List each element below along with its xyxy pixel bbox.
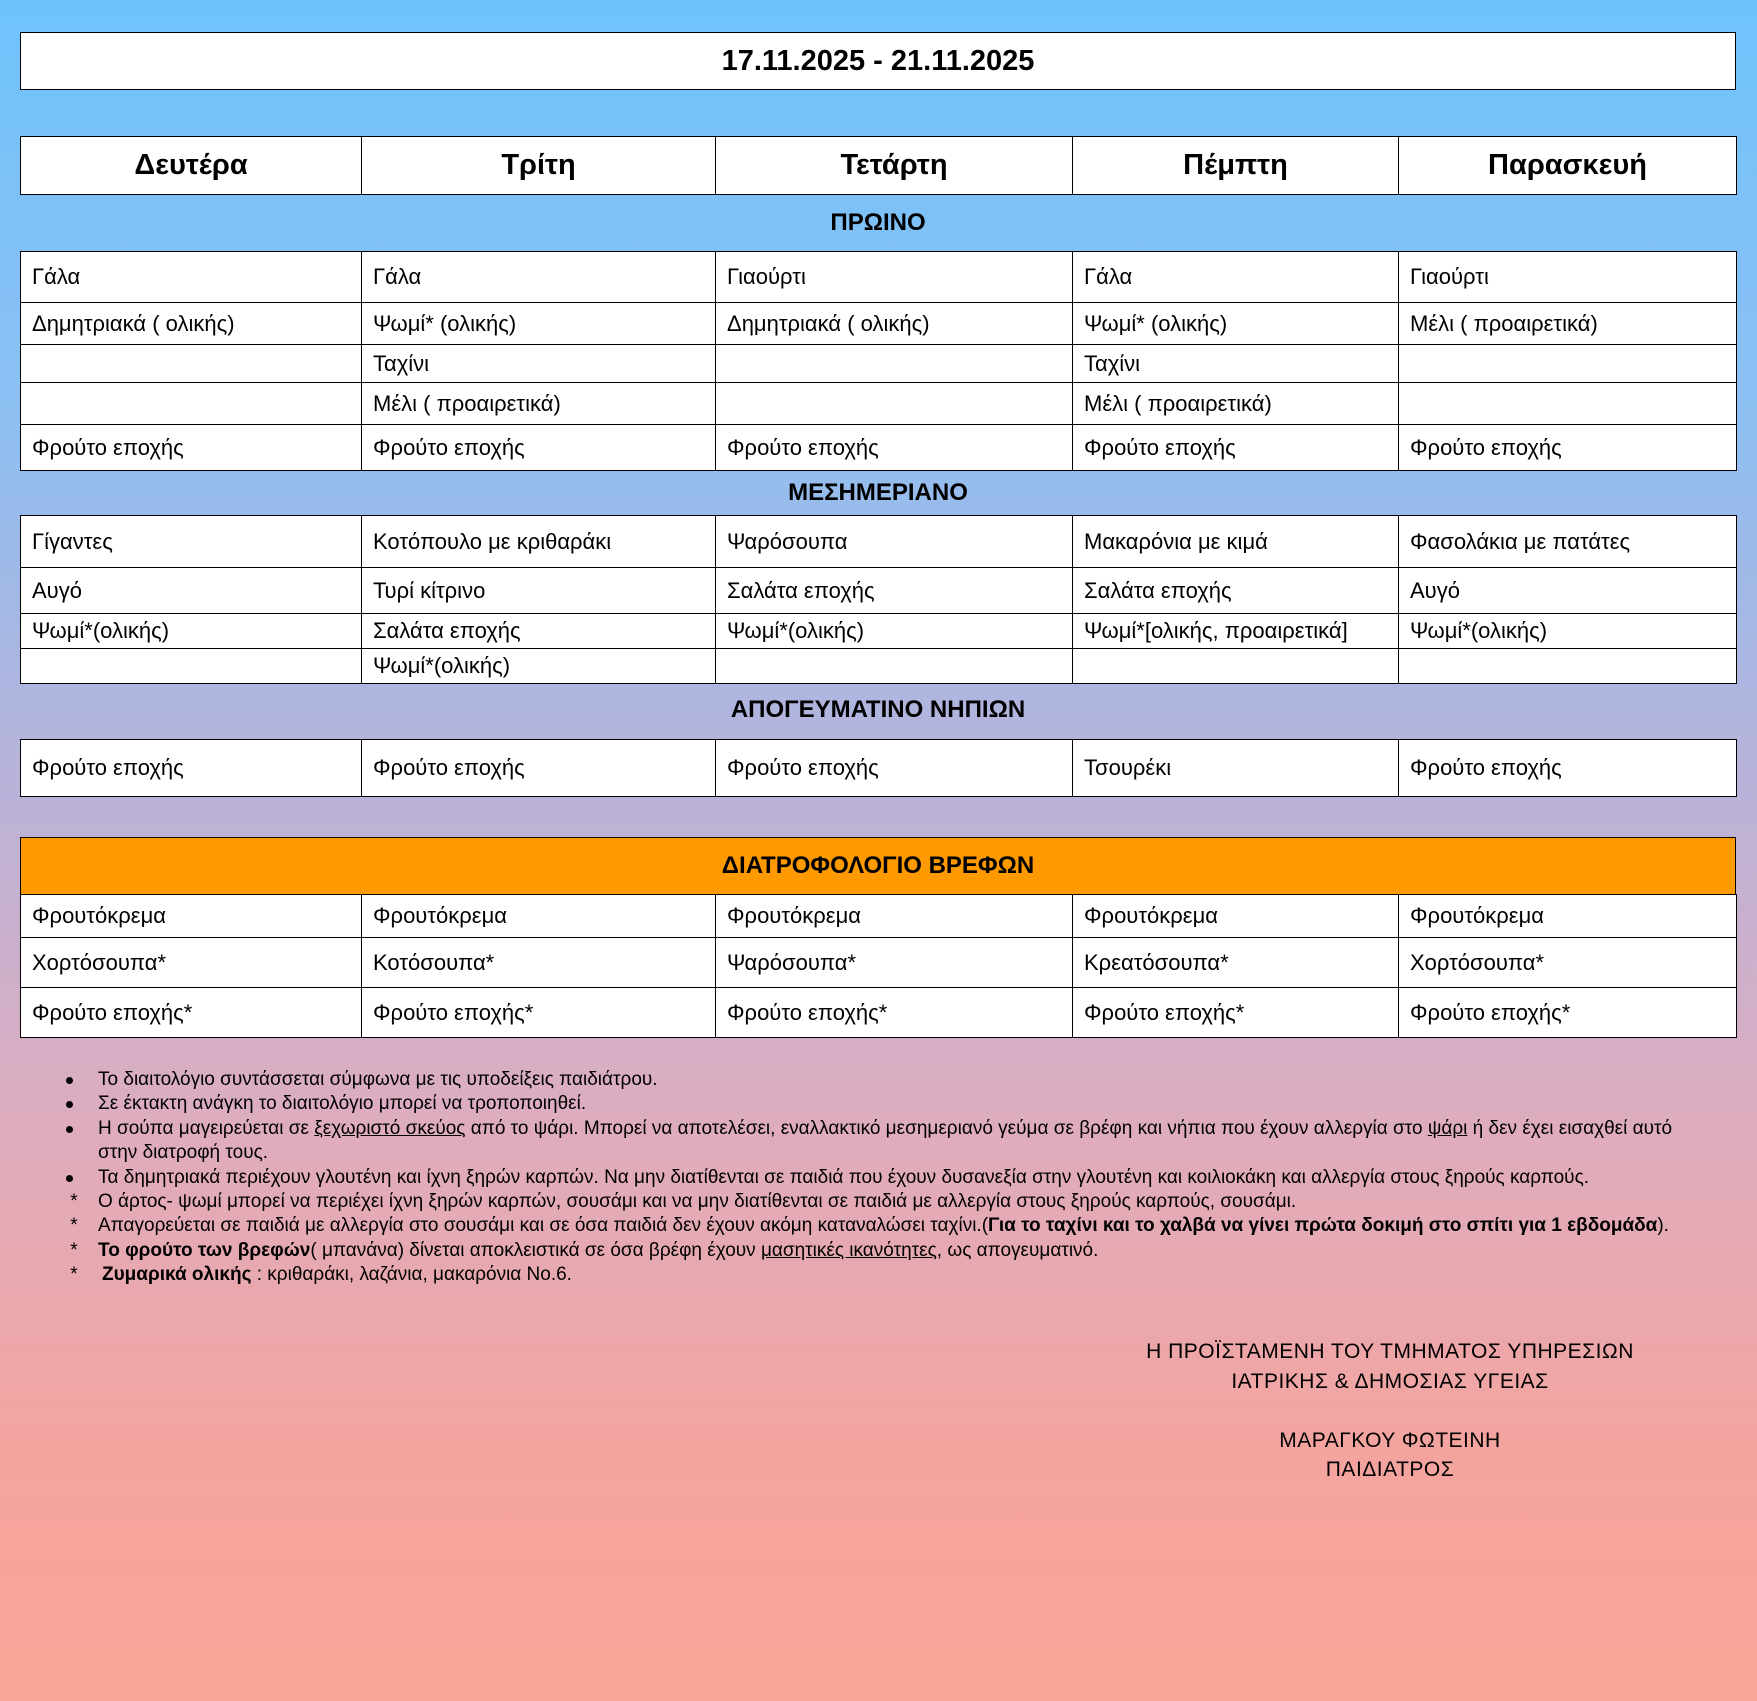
lunch-cell: Ψωμί*[ολικής, προαιρετικά]	[1073, 614, 1399, 649]
breakfast-cell: Ψωμί* (ολικής)	[1073, 303, 1399, 345]
breakfast-cell: Γιαούρτι	[1399, 252, 1737, 303]
lunch-cell	[716, 649, 1073, 684]
note-item	[60, 1117, 1710, 1166]
lunch-cell: Ψαρόσουπα	[716, 516, 1073, 568]
bullet-icon	[66, 1126, 73, 1133]
asterisk-icon: *	[70, 1215, 78, 1237]
note-text: : κριθαράκι, λαζάνια, μακαρόνια Νο.6.	[251, 1264, 572, 1286]
lunch-cell: Τυρί κίτρινο	[362, 568, 716, 614]
breakfast-cell: Μέλι ( προαιρετικά)	[362, 383, 716, 425]
breakfast-cell: Γάλα	[362, 252, 716, 303]
day-monday: Δευτέρα	[21, 137, 362, 195]
breakfast-cell	[21, 383, 362, 425]
lunch-cell	[1073, 649, 1399, 684]
infants-cell: Φρούτο εποχής*	[362, 988, 716, 1038]
note-text: ).	[1657, 1215, 1669, 1237]
lunch-cell: Κοτόπουλο με κριθαράκι	[362, 516, 716, 568]
lunch-cell: Φασολάκια με πατάτες	[1399, 516, 1737, 568]
notes-list	[60, 1068, 1710, 1288]
breakfast-table	[20, 251, 1737, 471]
day-friday: Παρασκευή	[1399, 137, 1737, 195]
days-header-table	[20, 136, 1737, 195]
infants-title	[20, 837, 1736, 895]
afternoon-table	[20, 739, 1737, 797]
breakfast-cell: Φρούτο εποχής	[1073, 425, 1399, 471]
infants-cell: Χορτόσουπα*	[1399, 938, 1737, 988]
infants-cell: Χορτόσουπα*	[21, 938, 362, 988]
note-bold: Το φρούτο των βρεφών	[98, 1239, 311, 1261]
infants-cell: Φρουτόκρεμα	[1399, 895, 1737, 938]
breakfast-row	[21, 425, 1737, 471]
infants-cell: Φρούτο εποχής*	[21, 988, 362, 1038]
breakfast-row	[21, 303, 1737, 345]
lunch-table	[20, 515, 1737, 684]
infants-row	[21, 938, 1737, 988]
afternoon-row	[21, 740, 1737, 797]
lunch-cell	[21, 649, 362, 684]
infants-row	[21, 988, 1737, 1038]
lunch-row	[21, 614, 1737, 649]
infants-cell: Φρούτο εποχής*	[1073, 988, 1399, 1038]
lunch-row	[21, 516, 1737, 568]
breakfast-cell: Φρούτο εποχής	[716, 425, 1073, 471]
signature-line-1: Η ΠΡΟΪΣΤΑΜΕΝΗ ΤΟΥ ΤΜΗΜΑΤΟΣ ΥΠΗΡΕΣΙΩΝ	[1146, 1340, 1634, 1363]
afternoon-cell: Φρούτο εποχής	[362, 740, 716, 797]
day-wednesday: Τετάρτη	[716, 137, 1073, 195]
note-underline: μασητικές ικανότητες	[760, 1239, 937, 1261]
signature-line-2: ΙΑΤΡΙΚΗΣ & ΔΗΜΟΣΙΑΣ ΥΓΕΙΑΣ	[1231, 1370, 1549, 1393]
breakfast-cell: Γάλα	[1073, 252, 1399, 303]
breakfast-cell	[716, 345, 1073, 383]
afternoon-cell: Φρούτο εποχής	[1399, 740, 1737, 797]
infants-cell: Φρουτόκρεμα	[1073, 895, 1399, 938]
day-tuesday: Τρίτη	[362, 137, 716, 195]
breakfast-cell	[716, 383, 1073, 425]
breakfast-cell: Ταχίνι	[1073, 345, 1399, 383]
breakfast-row	[21, 345, 1737, 383]
lunch-row	[21, 568, 1737, 614]
breakfast-cell: Γάλα	[21, 252, 362, 303]
lunch-cell: Ψωμί*(ολικής)	[362, 649, 716, 684]
breakfast-cell: Ψωμί* (ολικής)	[362, 303, 716, 345]
breakfast-row	[21, 252, 1737, 303]
days-row	[21, 137, 1737, 195]
infants-cell: Φρουτόκρεμα	[716, 895, 1073, 938]
note-bold: Ζυμαρικά ολικής	[102, 1264, 252, 1286]
bullet-icon	[66, 1077, 73, 1084]
note-underline: ψάρι	[1427, 1117, 1468, 1139]
afternoon-cell: Φρούτο εποχής	[21, 740, 362, 797]
asterisk-icon: *	[70, 1264, 78, 1286]
lunch-cell: Ψωμί*(ολικής)	[716, 614, 1073, 649]
infants-cell: Κρεατόσουπα*	[1073, 938, 1399, 988]
signature-title: ΠΑΙΔΙΑΤΡΟΣ	[1325, 1458, 1455, 1481]
breakfast-cell	[21, 345, 362, 383]
afternoon-cell: Τσουρέκι	[1073, 740, 1399, 797]
lunch-cell: Αυγό	[1399, 568, 1737, 614]
note-text: , ως απογευματινό.	[936, 1239, 1099, 1261]
breakfast-cell: Ταχίνι	[362, 345, 716, 383]
breakfast-cell	[1399, 345, 1737, 383]
note-item	[60, 1092, 1710, 1116]
infants-cell: Φρουτόκρεμα	[21, 895, 362, 938]
infants-cell: Φρούτο εποχής*	[716, 988, 1073, 1038]
infants-cell: Φρουτόκρεμα	[362, 895, 716, 938]
lunch-cell: Ψωμί*(ολικής)	[1399, 614, 1737, 649]
note-item	[60, 1166, 1710, 1190]
note-bold: Για το ταχίνι και το χαλβά να γίνει πρώτα δοκιμή στο σπίτι για 1 εβδομάδα	[988, 1215, 1658, 1237]
lunch-cell	[1399, 649, 1737, 684]
note-text: Ο άρτος- ψωμί μπορεί να περιέχει ίχνη ξηρών καρπών, σουσάμι και να μην διατίθενται σε παιδιά με αλλεργία στους ξηρούς καρπούς, σουσάμι.	[98, 1191, 1297, 1213]
note-text: Το διαιτολόγιο συντάσσεται σύμφωνα με τις υποδείξεις παιδιάτρου.	[98, 1069, 658, 1090]
lunch-cell: Σαλάτα εποχής	[716, 568, 1073, 614]
note-text: ( μπανάνα) δίνεται αποκλειστικά σε όσα βρέφη έχουν	[310, 1239, 761, 1261]
infants-table	[20, 894, 1737, 1038]
infants-cell: Ψαρόσουπα*	[716, 938, 1073, 988]
breakfast-cell: Μέλι ( προαιρετικά)	[1073, 383, 1399, 425]
breakfast-row	[21, 383, 1737, 425]
note-text: Σε έκτακτη ανάγκη το διαιτολόγιο μπορεί να τροποποιηθεί.	[98, 1093, 587, 1115]
note-item	[60, 1263, 1710, 1287]
bullet-icon	[66, 1101, 73, 1108]
afternoon-title: ΑΠΟΓΕΥΜΑΤΙΝΟ ΝΗΠΙΩΝ	[730, 696, 1026, 723]
lunch-cell: Γίγαντες	[21, 516, 362, 568]
afternoon-cell: Φρούτο εποχής	[716, 740, 1073, 797]
note-item	[60, 1190, 1710, 1214]
lunch-cell: Αυγό	[21, 568, 362, 614]
lunch-row	[21, 649, 1737, 684]
infants-cell: Φρούτο εποχής*	[1399, 988, 1737, 1038]
breakfast-cell: Φρούτο εποχής	[21, 425, 362, 471]
note-item	[60, 1068, 1710, 1092]
infants-title-text: ΔΙΑΤΡΟΦΟΛΟΓΙΟ ΒΡΕΦΩΝ	[721, 852, 1035, 879]
breakfast-cell: Μέλι ( προαιρετικά)	[1399, 303, 1737, 345]
breakfast-cell	[1399, 383, 1737, 425]
note-text: Η σούπα μαγειρεύεται σε	[98, 1117, 315, 1139]
note-underline: ξεχωριστό σκεύος	[314, 1117, 466, 1139]
infants-cell: Κοτόσουπα*	[362, 938, 716, 988]
infants-row	[21, 895, 1737, 938]
lunch-title: ΜΕΣΗΜΕΡΙΑΝΟ	[788, 479, 968, 506]
lunch-cell: Σαλάτα εποχής	[1073, 568, 1399, 614]
breakfast-cell: Φρούτο εποχής	[362, 425, 716, 471]
lunch-cell: Ψωμί*(ολικής)	[21, 614, 362, 649]
day-thursday: Πέμπτη	[1073, 137, 1399, 195]
note-item	[60, 1239, 1710, 1263]
lunch-cell: Μακαρόνια με κιμά	[1073, 516, 1399, 568]
asterisk-icon: *	[70, 1191, 78, 1213]
note-item	[60, 1214, 1710, 1238]
asterisk-icon: *	[70, 1239, 78, 1261]
date-range-header	[20, 32, 1736, 90]
date-range: 17.11.2025 - 21.11.2025	[721, 44, 1035, 77]
bullet-icon	[66, 1175, 73, 1182]
breakfast-title: ΠΡΩΙΝΟ	[830, 209, 926, 236]
breakfast-cell: Γιαούρτι	[716, 252, 1073, 303]
breakfast-cell: Δημητριακά ( ολικής)	[21, 303, 362, 345]
note-text: από το ψάρι. Μπορεί να αποτελέσει, εναλλακτικό μεσημεριανό γεύμα σε βρέφη και νήπια που έχουν αλλεργία στο	[465, 1117, 1428, 1139]
note-text: ή δεν έχει εισαχθεί αυτό στην διατροφή τους.	[98, 1117, 1673, 1164]
note-text: Τα δημητριακά περιέχουν γλουτένη και ίχνη ξηρών καρπών. Να μην διατίθενται σε παιδιά που έχουν δυσανεξία στην γλουτένη και κοιλιοκάκη και αλλεργία στους ξηρούς καρπούς.	[98, 1166, 1589, 1188]
breakfast-cell: Φρούτο εποχής	[1399, 425, 1737, 471]
signature-name: ΜΑΡΑΓΚΟΥ ΦΩΤΕΙΝΗ	[1279, 1429, 1501, 1452]
note-text: Απαγορεύεται σε παιδιά με αλλεργία στο σουσάμι και σε όσα παιδιά δεν έχουν ακόμη καταναλώσει ταχίνι.(	[98, 1215, 989, 1237]
breakfast-cell: Δημητριακά ( ολικής)	[716, 303, 1073, 345]
lunch-cell: Σαλάτα εποχής	[362, 614, 716, 649]
